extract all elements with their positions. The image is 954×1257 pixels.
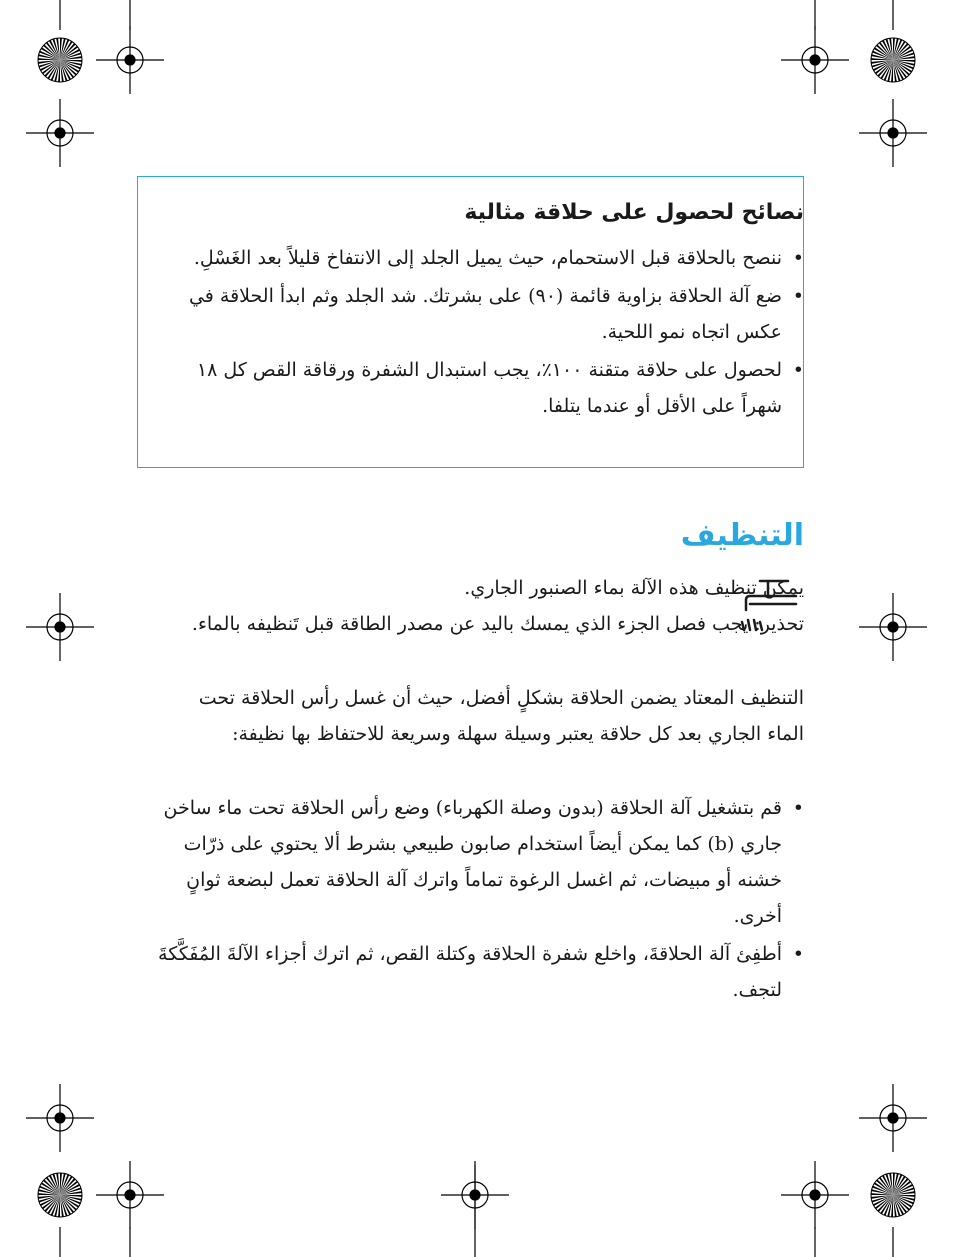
list-item: • قم بتشغيل آلة الحلاقة (بدون وصلة الكهرباء) وضع رأس الحلاقة تحت ماء ساخن جاري (b) كما يمكن أيضاً استخدام صابون طبيعي بشرط ألا يحتوي على ذرّات خشنه أو مبيضات، ثم اغسل الرغوة تماماً واترك آلة الحلاقة تعمل لبضعة ثوانٍ أخرى. <box>140 790 806 934</box>
list-item: • ننصح بالحلاقة قبل الاستحمام، حيث يميل الجلد إلى الانتفاخ قليلاً بعد الغَسْلِ. <box>160 240 806 276</box>
cleaning-paragraph: التنظيف المعتاد يضمن الحلاقة بشكلٍ أفضل، حيث أن غسل رأس الحلاقة تحت الماء الجاري بعد كل حلاقة يعتبر وسيلة سهلة وسريعة للاحتفاظ بها نظيفة: <box>198 687 804 745</box>
crosshair-mark <box>96 1161 164 1229</box>
crosshair-mark <box>96 26 164 94</box>
starburst-mark <box>871 1173 915 1217</box>
list-item: • لحصول على حلاقة متقنة ١٠٠٪، يجب استبدال الشفرة ورقاقة القص كل ١٨ شهراً على الأقل أو عندما يتلفا. <box>160 352 806 424</box>
warning-text: تحذير: يجب فصل الجزء الذي يمسك باليد عن مصدر الطاقة قبل تَنظيفه بالماء. <box>191 613 804 635</box>
crosshair-mark <box>859 593 927 661</box>
starburst-mark <box>38 1173 82 1217</box>
starburst-mark <box>871 38 915 82</box>
cleaning-line: يمكن تنظيف هذه الآلة بماء الصنبور الجاري. <box>464 577 804 599</box>
list-item: • أطفِئ آلة الحلاقةَ، واخلع شفرة الحلاقة وكتلة القص، ثم اترك أجزاء الآلةَ المُفَكَّكةَ لتجف. <box>140 936 806 1008</box>
starburst-mark <box>38 38 82 82</box>
crosshair-mark <box>781 1161 849 1229</box>
tips-title: نصائح لحصول على حلاقة مثالية <box>464 200 804 225</box>
list-item: • ضع آلة الحلاقة بزاوية قائمة (٩٠) على بشرتك. شد الجلد وثم ابدأ الحلاقة في عكس اتجاه نمو اللحية. <box>160 278 806 350</box>
crosshair-mark <box>781 26 849 94</box>
tips-list <box>160 240 806 424</box>
crosshair-mark <box>859 99 927 167</box>
crosshair-mark <box>441 1161 509 1229</box>
crosshair-mark <box>26 593 94 661</box>
crosshair-mark <box>26 99 94 167</box>
crosshair-mark <box>859 1084 927 1152</box>
crosshair-mark <box>26 1084 94 1152</box>
cleaning-list <box>140 790 806 1008</box>
section-title: التنظيف <box>680 518 804 553</box>
